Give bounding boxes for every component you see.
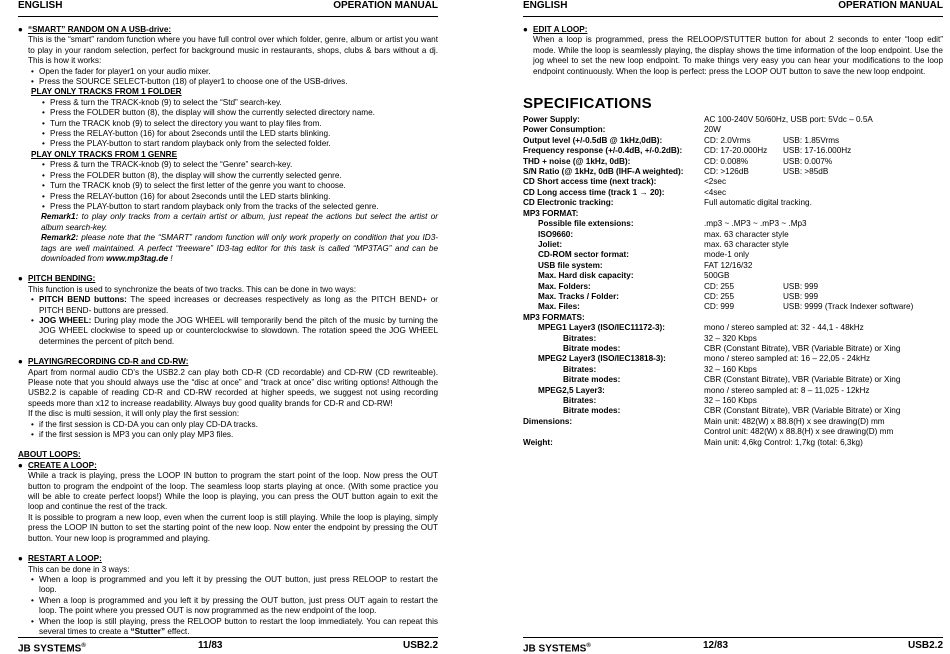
spec-value: FAT 12/16/32	[704, 260, 753, 270]
spec-value: 500GB	[704, 271, 730, 281]
spec-label: Output level (+/-0.5dB @ 1kHz,0dB):	[523, 135, 663, 145]
list-item: • Open the fader for player1 on your audio mixer.	[31, 66, 211, 76]
page-number: 12/83	[703, 640, 729, 651]
spec-label: CD-ROM sector format:	[538, 250, 629, 260]
spec-label: Possible file extensions:	[538, 219, 634, 229]
spec-label: Bitrate modes:	[563, 343, 621, 353]
list-item: • if the first session is CD-DA you can only play CD-DA tracks.	[31, 419, 258, 429]
spec-value: mono / stereo sampled at: 16 – 22,05 - 24kHz	[704, 354, 871, 364]
list-item: • When a loop is programmed and you left it by pressing the OUT button, just press OUT again to restart the loop. The point where you pressed OUT is now programmed as the new endpoint of the loop.	[31, 595, 438, 616]
spec-row	[523, 375, 943, 385]
paragraph: It is possible to program a new loop, even when the current loop is still playing. While the loop is playing, simply press the LOOP IN button to set the starting point of the new loop. Now enter the endpoint by pressing the OUT button. Your new loop is programmed and playing.	[28, 512, 438, 543]
spec-row	[523, 386, 943, 396]
spec-row	[523, 240, 943, 250]
left-page	[18, 0, 438, 654]
spec-row	[523, 261, 943, 271]
spec-value	[704, 313, 943, 323]
list-item: • Press & turn the TRACK-knob (9) to select the “Std” search-key.	[42, 97, 282, 107]
spec-value-usb: USB: 17-16.000Hz	[783, 146, 852, 156]
section-title: CREATE A LOOP:	[28, 460, 97, 470]
spec-label: Joliet:	[538, 239, 563, 249]
spec-label: Max. Files:	[538, 302, 580, 312]
pitch-bending-section	[18, 274, 438, 347]
spec-row	[523, 302, 943, 312]
spec-value: Main unit: 4,6kg Control: 1,7kg (total: 6,3kg)	[704, 437, 863, 447]
spec-value: CD: 17-20.000Hz	[704, 146, 768, 156]
spec-value: CD: 255	[704, 291, 735, 301]
list-item: • Press & turn the TRACK-knob (9) to select the “Genre” search-key.	[42, 160, 293, 170]
specifications-title: SPECIFICATIONS	[523, 95, 652, 113]
bullet-icon: •	[31, 315, 34, 325]
loops-heading: ABOUT LOOPS:	[18, 450, 81, 460]
header-title: OPERATION MANUAL	[333, 0, 438, 11]
page-footer	[18, 637, 438, 654]
spec-row	[523, 146, 943, 156]
list-item: • JOG WHEEL: During play mode the JOG WHEEL will temporarily bend the pitch of the music by turning the JOG WHEEL clockwise to speed up or counterclockwise to slowdown. The rotation speed the JOG WHEEL determines the percent of pitch bend.	[31, 315, 438, 346]
bullet-icon: •	[42, 191, 45, 201]
spec-row	[523, 323, 943, 333]
spec-row	[523, 292, 943, 302]
spec-row	[523, 198, 943, 208]
section-title: EDIT A LOOP:	[533, 25, 588, 34]
spec-label: CD Electronic tracking:	[523, 198, 614, 208]
spec-label: Bitrates:	[563, 333, 597, 343]
spec-value-usb: USB: 999	[783, 281, 819, 291]
spec-row	[523, 365, 943, 375]
spec-row	[523, 427, 943, 437]
spec-label: Power Consumption:	[523, 125, 606, 135]
spec-value-usb: USB: 999	[783, 291, 819, 301]
spec-label: MP3 FORMAT:	[523, 208, 579, 218]
spec-row	[523, 438, 943, 448]
spec-row	[523, 230, 943, 240]
bullet-icon: •	[42, 201, 45, 211]
spec-value: mono / stereo sampled at: 32 - 44,1 - 48kHz	[704, 323, 864, 333]
spec-value: CD: 999	[704, 302, 735, 312]
paragraph: When a loop is programmed, press the RELOOP/STUTTER button for about 2 seconds to enter “loop edit” mode. While the loop is seamlessly playing, the display shows the time information of the loop endpoint. Use the jog wheel to set the new loop endpoint. To make things very easy you can hear your modifications to the loop endpoint continuously. When the loop is perfect: press the LOOP OUT button to save the new loop endpoint.	[533, 35, 943, 76]
bullet-icon: •	[31, 574, 34, 584]
spec-value: .mp3 ~ .MP3 ~ .mP3 ~ .Mp3	[704, 219, 807, 229]
spec-value: CD: >126dB	[704, 167, 749, 177]
spec-label: Max. Folders:	[538, 281, 591, 291]
section-title: PLAYING/RECORDING CD-R and CD-RW:	[28, 357, 189, 367]
bullet-icon: •	[42, 160, 45, 170]
spec-row	[523, 125, 943, 135]
spec-row	[523, 209, 943, 219]
spec-value: CD: 255	[704, 281, 735, 291]
restart-loop-section	[18, 554, 438, 637]
spec-label: THD + noise (@ 1kHz, 0dB):	[523, 156, 631, 166]
spec-value: 32 – 160 Kbps	[704, 396, 757, 405]
spec-row	[523, 115, 943, 125]
list-item: • Press the PLAY-button to start random playback only from the tracks of the selected genre.	[42, 201, 379, 211]
header-title: OPERATION MANUAL	[838, 0, 943, 11]
bullet-icon: ●	[18, 357, 23, 367]
bullet-icon: •	[42, 118, 45, 128]
mp3tag-link[interactable]: www.mp3tag.de	[106, 253, 169, 263]
spec-row	[523, 188, 943, 198]
spec-value: CD: 0.008%	[704, 156, 749, 166]
spec-value: CBR (Constant Bitrate), VBR (Variable Bitrate) or Xing	[704, 343, 901, 353]
spec-label: USB file system:	[538, 260, 603, 270]
spec-label: S/N Ratio (@ 1kHz, 0dB (IHF-A weighted):	[523, 167, 684, 177]
spec-row	[523, 219, 943, 229]
bullet-icon: ●	[18, 554, 23, 564]
spec-value: CBR (Constant Bitrate), VBR (Variable Bitrate) or Xing	[704, 406, 901, 416]
spec-label: Power Supply:	[523, 115, 580, 125]
spec-value: <4sec	[704, 187, 727, 197]
spec-row	[523, 406, 943, 416]
paragraph: Apart from normal audio CD’s the USB2.2 can play both CD-R (CD recordable) and CD-RW (CD rewriteable). Please note that you should always use the “disc at once” and “track at once” disc writing options! Although the USB2.2 is capable of reading CD-R and CD-RW recorded at higher speeds, we suggest not using recording speeds more than x12 to increase readability. Always buy good quality brands for CD-R and CD-RW!	[28, 367, 438, 408]
spec-row	[523, 167, 943, 177]
section-title: PITCH BENDING:	[28, 274, 96, 284]
spec-value: 32 – 320 Kbps	[704, 333, 757, 343]
subsection-title: PLAY ONLY TRACKS FROM 1 GENRE	[31, 149, 178, 159]
bullet-icon: •	[31, 66, 34, 76]
bullet-icon: ●	[523, 25, 528, 34]
paragraph: This is the “smart” random function where you have full control over which folder, genre, album or artist you want to play in your random selection, perfect for background music in restaurants, shops, clubs & bars without a dj. This is how it works:	[28, 35, 438, 66]
spec-value-usb: USB: 9999 (Track Indexer software)	[783, 302, 914, 312]
spec-row	[523, 344, 943, 354]
list-item: • When a loop is programmed and you left it by pressing the OUT button, just press RELOOP to restart the loop.	[31, 574, 438, 595]
spec-label: Bitrates:	[563, 364, 597, 374]
spec-value: Main unit: 482(W) x 88.8(H) x see drawing(D) mm	[704, 416, 885, 426]
page-header	[523, 0, 943, 17]
spec-value: Full automatic digital tracking.	[704, 198, 812, 208]
spec-row	[523, 417, 943, 427]
spec-label: ISO9660:	[538, 229, 574, 239]
spec-label: Bitrate modes:	[563, 375, 621, 385]
bullet-icon: •	[31, 295, 34, 305]
spec-label: Frequency response (+/-0.4dB, +/-0.2dB):	[523, 146, 683, 156]
remark-2: Remark2: please note that the “SMART” random function will only work properly on condition that you ID3-tags are well maintained. A perfect “freeware” ID3-tag editor for this task is called “MP3TAG” and can be downloaded from www.mp3tag.de !	[41, 233, 438, 263]
spec-label: Max. Hard disk capacity:	[538, 271, 634, 281]
bullet-icon: •	[42, 108, 45, 118]
spec-row	[523, 177, 943, 187]
spec-value	[704, 209, 943, 219]
edit-loop-section	[523, 25, 943, 77]
bullet-icon: •	[42, 129, 45, 139]
spec-value: 20W	[704, 125, 721, 135]
list-item: • Press the RELAY-button (16) for about 2seconds until the LED starts blinking.	[42, 191, 331, 201]
page-number: 11/83	[198, 640, 223, 651]
create-loop-section	[18, 461, 438, 544]
spec-row	[523, 136, 943, 146]
spec-row	[523, 157, 943, 167]
header-language: ENGLISH	[18, 0, 63, 11]
bullet-icon: •	[31, 77, 34, 87]
smart-random-section	[18, 25, 438, 264]
spec-row	[523, 271, 943, 281]
bullet-icon: •	[31, 430, 34, 440]
page-header	[18, 0, 438, 17]
specifications-table	[523, 115, 943, 448]
bullet-icon: •	[31, 616, 34, 626]
spec-value: CD: 2.0Vrms	[704, 135, 751, 145]
paragraph: This can be done in 3 ways:	[28, 564, 130, 574]
page-footer	[523, 637, 943, 654]
bullet-icon: •	[42, 170, 45, 180]
spec-label: CD Long access time (track 1 → 20):	[523, 187, 665, 197]
paragraph: While a track is playing, press the LOOP IN button to program the start point of the loop. Now press the OUT button to program the endpoint of the loop. The seamless loop starts playing at once. (With some practice you will be able to create perfect loops!) While the loop is playing, you can press the OUT button again to exit the loop and continue the rest of the track.	[28, 471, 438, 512]
spec-label: MP3 FORMATS:	[523, 312, 585, 322]
footer-model: USB2.2	[402, 640, 438, 651]
spec-label: Bitrates:	[563, 396, 597, 405]
spec-row	[523, 396, 943, 406]
cdr-section	[18, 357, 438, 440]
list-item: • Press the PLAY-button to start random playback only from the selected folder.	[42, 139, 331, 149]
list-item: • Turn the TRACK knob (9) to select the directory you want to play files from.	[42, 118, 322, 128]
spec-value-usb: USB: 1.85Vrms	[783, 135, 840, 145]
spec-value: mono / stereo sampled at: 8 – 11,025 - 12kHz	[704, 385, 870, 395]
spec-label: MPEG1 Layer3 (ISO/IEC11172-3):	[538, 323, 665, 333]
header-language: ENGLISH	[523, 0, 568, 11]
spec-value: <2sec	[704, 177, 727, 187]
list-item: • Press the RELAY-button (16) for about 2seconds until the LED starts blinking.	[42, 129, 331, 139]
footer-model: USB2.2	[907, 640, 943, 651]
bullet-icon: ●	[18, 274, 23, 284]
bullet-icon: •	[42, 181, 45, 191]
list-item: • if the first session is MP3 you can only play MP3 files.	[31, 430, 234, 440]
spec-value: CBR (Constant Bitrate), VBR (Variable Bitrate) or Xing	[704, 375, 901, 385]
spec-label: Bitrate modes:	[563, 406, 621, 416]
spec-label: MPEG2,5 Layer3:	[538, 385, 605, 395]
spec-value: AC 100-240V 50/60Hz, USB port: 5Vdc – 0.5A	[704, 115, 873, 125]
spec-value: 32 – 160 Kbps	[704, 364, 757, 374]
right-content	[523, 25, 943, 448]
paragraph: If the disc is multi session, it will only play the first session:	[28, 409, 240, 419]
list-item: • Press the FOLDER button (8), the display will show the currently selected directory name.	[42, 108, 375, 118]
list-item: • Press the FOLDER button (8), the display will show the currently selected genre.	[42, 170, 342, 180]
spec-value-usb: USB: >85dB	[783, 167, 829, 177]
paragraph: This function is used to synchronize the beats of two tracks. This can be done in two ways:	[28, 284, 356, 294]
section-title: RESTART A LOOP:	[28, 554, 102, 564]
footer-brand: JB SYSTEMS®	[18, 643, 86, 654]
subsection-title: PLAY ONLY TRACKS FROM 1 FOLDER	[31, 87, 182, 97]
remark-1: Remark1: to play only tracks from a certain artist or album, just repeat the actions but select the artist or album search-key.	[41, 212, 438, 232]
spec-value: Control unit: 482(W) x 88.8(H) x see drawing(D) mm	[704, 427, 894, 437]
section-title: “SMART” RANDOM ON A USB-drive:	[28, 25, 172, 34]
bullet-icon: •	[31, 595, 34, 605]
spec-label	[523, 427, 704, 437]
bullet-icon: •	[31, 419, 34, 429]
spec-label: Max. Tracks / Folder:	[538, 291, 619, 301]
spec-value: max. 63 character style	[704, 239, 789, 249]
spec-label: MPEG2 Layer3 (ISO/IEC13818-3):	[538, 354, 666, 364]
list-item: • Press the SOURCE SELECT-button (18) of player1 to choose one of the USB-drives.	[31, 77, 348, 87]
bullet-icon: ●	[18, 25, 23, 34]
list-item: • When the loop is still playing, press the RELOOP button to restart the loop immediately. You can repeat this several times to create a “Stutter” effect.	[31, 616, 438, 636]
bullet-icon: •	[42, 139, 45, 149]
spec-row	[523, 313, 943, 323]
spec-value-usb: USB: 0.007%	[783, 156, 833, 166]
spec-label: Weight:	[523, 437, 553, 447]
bullet-icon: ●	[18, 460, 23, 470]
spec-value: max. 63 character style	[704, 229, 789, 239]
spec-row	[523, 250, 943, 260]
spec-value: mode-1 only	[704, 250, 750, 260]
left-content	[18, 25, 438, 637]
spec-row	[523, 282, 943, 292]
right-page	[523, 0, 943, 654]
footer-brand: JB SYSTEMS®	[523, 643, 591, 654]
spec-label: CD Short access time (next track):	[523, 177, 657, 187]
spec-row	[523, 334, 943, 344]
spec-label: Dimensions:	[523, 416, 573, 426]
list-item: • PITCH BEND buttons: The speed increases or decreases respectively as long as the PITCH BEND+ or PITCH BEND- buttons are pressed.	[31, 295, 438, 315]
bullet-icon: •	[42, 97, 45, 107]
list-item: • Turn the TRACK knob (9) to select the first letter of the genre you want to choose.	[42, 181, 346, 191]
spec-row	[523, 354, 943, 364]
